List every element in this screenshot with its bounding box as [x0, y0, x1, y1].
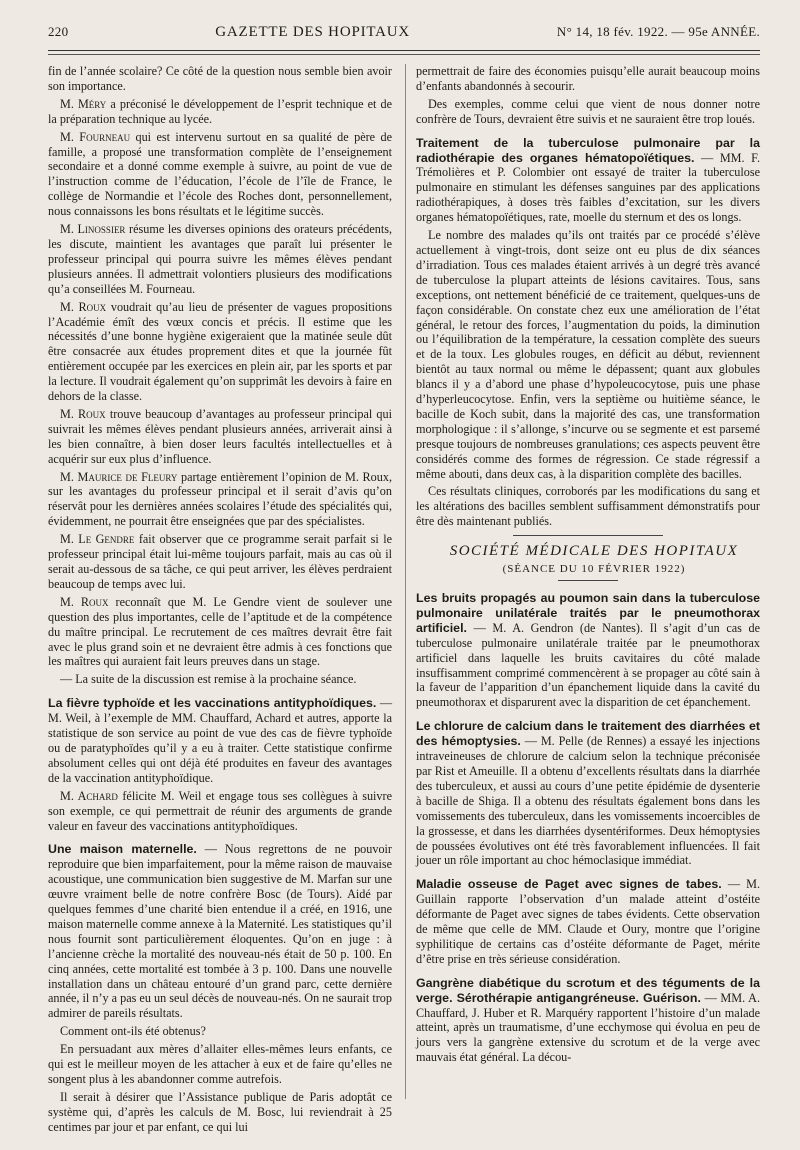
article-text: — Nous regrettons de ne pouvoir reproduire que bien imparfaitement, pour la même raison de mauvaise acoustique, une communication bien suggestive de M. Marfan sur une œuvre vraiment belle de notre confrère Bosc (de Tours). Aidé par quelques femmes d’une charité bien entendue il a créé, en 1916, une maison maternelle comme annexe à la Maternité. Les statistiques qu’il nous fournit sont particulièrement éloquentes. Qu’on en juge : à l’ancienne crèche la mortalité des nouveau-nés était de 50 p. 100. En cinq années, cette mortalité est tombée à 3 p. 100. Dans une nouvelle installation dans un château entouré d’un grand parc, cette dernière année, il n’y a pas eu un seul décès de nouveau-nés. On ne saurait trop admirer de pareils résultats. — [48, 842, 392, 1021]
article-heading: Le chlorure de calcium dans le traitement des diarrhées et des hémoptysies. — [416, 719, 760, 749]
header-rule — [48, 50, 760, 51]
paragraph: Ces résultats cliniques, corroborés par les modifications du sang et les altérations des bacilles semblent suffisamment démonstratifs pour être dès maintenant publiés. — [416, 484, 760, 529]
speaker-name: M. Linossier — [60, 222, 126, 237]
paragraph-text: reconnaît que M. Le Gendre vient de soulever une question des plus importantes, celle de l’aptitude et de la compétence du maître principal. Le recrutement de ces maîtres devrait être fait avec le plus grand soin et ne devraient être admis à ces fonctions que les maîtres qui auraient fait leurs preuves dans un stage. — [48, 594, 392, 669]
paragraph-text: a préconisé le développement de l’esprit technique et de la préparation technique au lycée. — [48, 96, 392, 126]
speaker-name: M. Méry — [60, 96, 107, 111]
article-maison — [48, 842, 392, 1021]
article-text: — MM. F. Trémolières et P. Colombier ont essayé de traiter la tuberculose pulmonaire en stimulant les défenses sanguines par des applications radiothérapiques, à doses très faibles d’excitation, sur les divers organes hématopoïétiques, rate, moelle du sternum et des os longs. — [416, 150, 760, 225]
paragraph-text: résume les diverses opinions des orateurs précédents, les discute, maintient les avantages que paraît lui présenter le professeur principal qui pourra suivre les mêmes élèves pendant plusieurs années. Il admettrait volontiers plusieurs des modifications qu’a conseillées M. Fourneau. — [48, 222, 392, 296]
paragraph — [48, 470, 392, 530]
speaker-name: M. Achard — [60, 788, 118, 803]
article-heading: La fièvre typhoïde et les vaccinations antityphoïdiques. — [48, 696, 377, 711]
article-heading: Traitement de la tuberculose pulmonaire par la radiothérapie des organes hématopoïétiques. — [416, 135, 760, 165]
right-column — [416, 64, 760, 1068]
article-text: — M. Guillain rapporte l’observation d’un malade atteint d’ostéite déformante de Paget avec signes de tabes évidents. Cette observation de même que celle de MM. Claude et Oury, montre que l’origine syphilitique de certains cas d’ostéite déformante de Paget, mérite d’être prise en très sérieuse considération. — [416, 877, 760, 966]
article-heading: Gangrène diabétique du scrotum et des téguments de la verge. Sérothérapie antigangréneuse. Guérison. — [416, 975, 760, 1005]
article-chlorure — [416, 719, 760, 868]
article-bruits — [416, 591, 760, 710]
paragraph — [48, 407, 392, 467]
article-heading: Une maison maternelle. — [48, 842, 197, 857]
paragraph: Comment ont-ils été obtenus? — [60, 1024, 206, 1039]
paragraph — [48, 130, 392, 219]
speaker-name: M. Roux — [60, 594, 109, 609]
article-text: — M. Weil, à l’exemple de MM. Chauffard, Achard et autres, apporte la statistique de son service au point de vue des cas de fièvre typhoïde ou de paratyphoïdes qu’il y a eu à traiter. Cette statistique confirme absolument celles qui ont déjà été produites en faveur des avantages de la vaccination antityphoïdique. — [48, 696, 393, 785]
section-date: (SÉANCE DU 10 FÉVRIER 1922) — [502, 563, 686, 576]
section-rule — [513, 535, 663, 536]
header-rule-double — [48, 54, 760, 55]
paragraph-text: félicite M. Weil et engage tous ses collègues à suivre son exemple, ce qui permettrait de réunir des arguments de grande valeur en faveur des vaccinations antityphoïdiques. — [48, 788, 392, 833]
issue-info: N° 14, 18 fév. 1922. — 95e ANNÉE. — [556, 24, 760, 39]
paragraph-text: voudrait qu’au lieu de présenter de vagues propositions l’Académie émît des vœux concis et précis. Il estime que les nécessités d’une bonne hygiène exigeraient que la matinée seule dût être consacrée aux études proprement dites et que la journée fût entièrement occupée par les exercices en plein air, par les sports et par la lecture. Il voudrait également qu’on supprimât les devoirs à faire en dehors de la classe. — [48, 299, 392, 404]
article-text: — M. Pelle (de Rennes) a essayé les injections intraveineuses de chlorure de calcium selon la technique préconisée par Rist et Ameuille. Il a obtenu d’excellents résultats dans la diarrhée des tuberculeux, et aussi au cours d’une petite épidémie de dysenterie à bacille de Shiga. Il a obtenu des résultats également bons dans les vomissements des tuberculeux, dans les vomissements incoercibles de la grossesse, et dans les diarrhées dysentériformes. Deux hémoptysies de poussées évolutives ont été très favorablement influencées. Il fait jouer un rôle important au choc hémoclasique immédiat. — [416, 734, 760, 868]
paragraph — [48, 595, 392, 670]
article-heading: Les bruits propagés au poumon sain dans la tuberculose pulmonaire unilatérale traités par le pneumothorax artificiel. — [416, 591, 760, 635]
article-tuberculose — [416, 136, 760, 225]
paragraph-text: trouve beaucoup d’avantages au professeur principal qui suivrait les mêmes élèves pendant plusieurs années, arriverait ainsi à les bien connaître, à bien doser leurs facultés intellectuelles et à acquérir sur eux plus d’influence. — [48, 406, 393, 466]
left-column — [48, 64, 392, 1138]
speaker-name: M. Fourneau — [60, 129, 131, 144]
page-number: 220 — [48, 24, 69, 39]
paragraph: permettrait de faire des économies puisqu’elle aurait beaucoup moins d’enfants abandonnés à secourir. — [416, 64, 760, 93]
paragraph-text: partage entièrement l’opinion de M. Roux, sur les avantages du professeur principal et il serait d’avis qu’on réservât pour les dernières années scolaires l’étude des spécialités qui, évidemment, ne pourrait être enseignées que par des spécialistes. — [48, 469, 392, 529]
paragraph — [48, 532, 392, 592]
speaker-name: M. Roux — [60, 299, 107, 314]
paragraph — [48, 97, 392, 127]
paragraph: — La suite de la discussion est remise à la prochaine séance. — [60, 672, 357, 687]
article-heading: Maladie osseuse de Paget avec signes de tabes. — [416, 877, 722, 892]
paragraph — [48, 789, 392, 834]
column-divider — [405, 64, 406, 1099]
paragraph: fin de l’année scolaire? Ce côté de la question nous semble bien avoir son importance. — [48, 64, 392, 93]
paragraph-text: fait observer que ce programme serait parfait si le professeur principal était lui-même toujours parfait, mais au cas où il serait au-dessous de sa tâche, ce qui peut arriver, les élèves perdraient beaucoup de temps avec lui. — [48, 532, 392, 591]
article-text: — MM. A. Chauffard, J. Huber et R. Marquéry rapportent l’histoire d’un malade atteint, après un traumatisme, d’une ecchymose qui évolua en peu de jours vers la gangrène extensive du scrotum et de la verge avec mauvais état général. La décou- — [416, 990, 760, 1065]
page-header — [48, 24, 760, 46]
section-rule-small — [558, 580, 618, 581]
speaker-name: M. Maurice de Fleury — [60, 469, 178, 484]
section-title: SOCIÉTÉ MÉDICALE DES HOPITAUX — [449, 543, 739, 560]
article-paget — [416, 877, 760, 966]
article-text: — M. A. Gendron (de Nantes). Il s’agit d’un cas de tuberculose pulmonaire unilatérale traitée par le pneumothorax artificiel dans laquelle les bruits cavitaires du côté malade insuffisamment comprimé commencèrent à se propager au côté sain à la faveur de l’apparition d’un épanchement liquide dans la cavité du pneumothorax et disparurent avec la disparition de cet épanchement. — [416, 620, 760, 710]
paragraph-text: qui est intervenu surtout en sa qualité de père de famille, a proposé une transformation complète de l’enseignement secondaire et a donné comme exemple à suivre, au point de vue de l’instruction comme de l’éducation, l’école de l’île de France, le collège de Normandie et l’école des Roches dont, personnellement, nous connaissons les bons résultats et le légitime succès. — [48, 129, 392, 219]
paragraph — [48, 222, 392, 297]
paragraph: Le nombre des malades qu’ils ont traités par ce procédé s’élève actuellement à vingt-trois, dont seize ont eu plus de dix séances d’irradiation. Tous ces malades étaient arrivés à un degré très avancé de tuberculose la plupart atteints de lésions cavitaires. Tous, sans exceptions, ont nettement bénéficié de ce traitement, quelques-uns de façon considérable. On constate chez eux une amélioration de l’état général, le retour des forces, l’augmentation du poids, la diminution ou l’équilibration de la température, la cessation complète des sueurs et de la toux. Les globules rouges, en déficit au début, reviennent bientôt au taux normal ou même le dépassent; quant aux globules blancs il y a d’abord une phase d’hypoleucocytose, puis une phase d’hyperleucocytose. Enfin, vers la septième ou huitième séance, le bacille de Koch subit, dans la majorité des cas, une transformation morphologique : il s’allonge, s’incurve ou se segmente et est parsemé presque toujours de nombreuses granulations; ces aspects peuvent être considérés comme des formes de régression. Ce stade régressif a même abouti, dans deux cas, à la disparition complète des bacilles. — [416, 228, 760, 481]
paragraph: Des exemples, comme celui que vient de nous donner notre confrère de Tours, devraient être suivis et ne sauraient être trop loués. — [416, 96, 760, 126]
article-typhoide — [48, 696, 392, 785]
journal-title: GAZETTE DES HOPITAUX — [215, 24, 411, 40]
paragraph: En persuadant aux mères d’allaiter elles-mêmes leurs enfants, ce qui est le meilleur moyen de les attacher à eux et de faire qu’elles ne songent plus à les abandonner comme autrefois. — [48, 1042, 392, 1086]
article-gangrene — [416, 976, 760, 1065]
paragraph: Il serait à désirer que l’Assistance publique de Paris adoptât ce système qui, d’après les calculs de M. Bosc, lui reviendrait à 25 centimes par jour et par enfant, ce qui lui — [48, 1089, 392, 1134]
speaker-name: M. Roux — [60, 406, 106, 421]
speaker-name: M. Le Gendre — [60, 532, 135, 547]
paragraph — [48, 300, 392, 404]
